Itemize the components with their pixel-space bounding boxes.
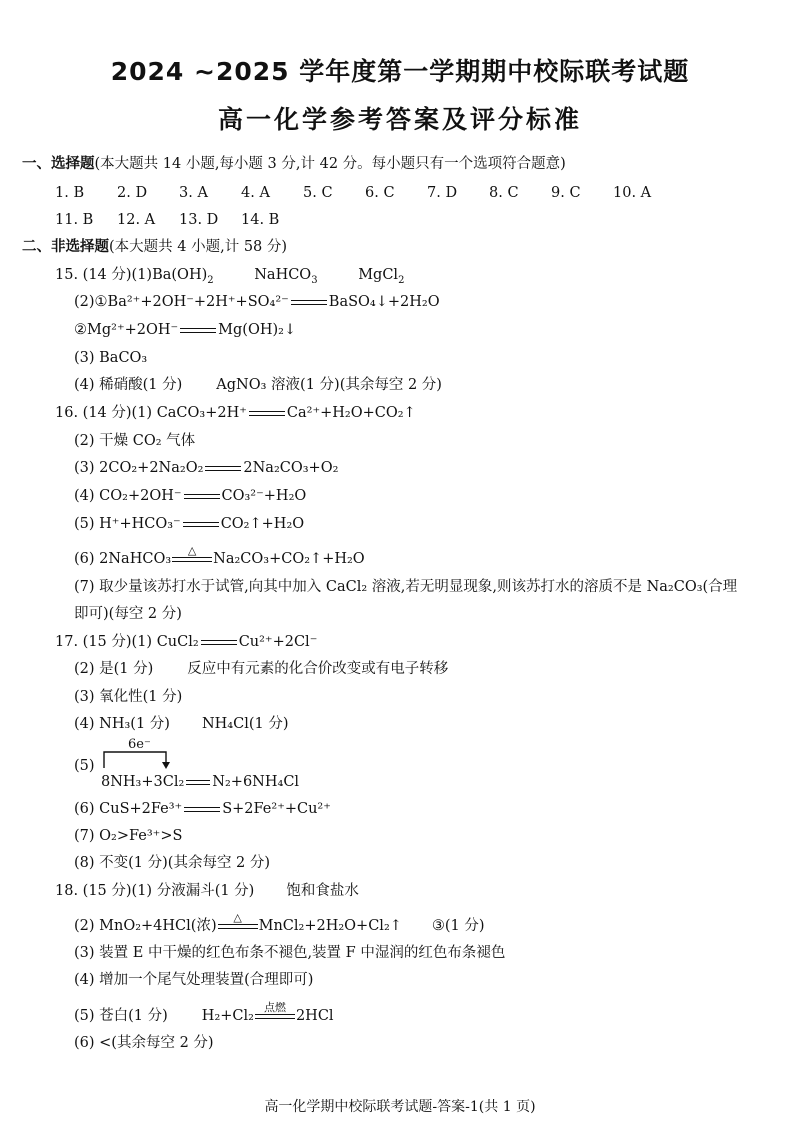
q17-p2-b: 反应中有元素的化合价改变或有电子转移 [187,661,449,677]
page-footer: 高一化学期中校际联考试题-答案-1(共 1 页) [264,1099,536,1115]
equals-sign [249,411,285,416]
q18-part6: (6) <(其余每空 2 分) [74,1035,214,1051]
mcq-answer: 8. C [489,185,519,201]
q17-p4-b: NH₄Cl(1 分) [201,716,289,732]
equation-right: Mg(OH)₂↓ [218,322,297,338]
equals-sign [201,640,237,645]
subscript: 2 [398,274,405,286]
q16-number: 16. (14 分) [55,405,132,421]
q15-part2-eq1 [74,292,440,312]
q16-part2: (2) 干燥 CO₂ 气体 [74,433,196,449]
equation-left: ②Mg²⁺+2OH⁻ [74,322,179,338]
mcq-answer: 3. A [179,185,208,201]
mcq-answer: 2. D [117,185,148,201]
subscript: 2 [207,274,214,286]
equation-left: (1) CuCl₂ [131,634,199,650]
equation-left: (6) CuS+2Fe³⁺ [74,801,183,817]
q15-p4-b: AgNO₃ 溶液(1 分)(其余每空 2 分) [216,377,442,393]
mcq-answer: 10. A [613,185,652,201]
heat-symbol: △ [233,911,242,924]
q18-part2 [74,911,485,936]
q15-p4-a: (4) 稀硝酸(1 分) [74,377,183,393]
q17-part2 [74,659,448,679]
equation-left: (6) 2NaHCO₃ [74,551,172,567]
mcq-answer: 9. C [551,185,581,201]
mcq-answer: 6. C [365,185,395,201]
q16-part7-line1: (7) 取少量该苏打水于试管,向其中加入 CaCl₂ 溶液,若无明显现象,则该苏打水的溶质不是 Na₂CO₃(合理 [74,579,738,595]
equation-left: (3) 2CO₂+2Na₂O₂ [74,460,204,476]
q15-part4 [74,375,442,395]
q15-p1-c: MgCl [358,267,399,283]
equation-right: Na₂CO₃+CO₂↑+H₂O [213,551,365,567]
q18-p5-a: (5) 苍白(1 分) [74,1008,168,1024]
part2-desc: (本大题共 4 小题,计 58 分) [109,239,288,255]
q15-p1-a: Ba(OH) [152,267,208,283]
q16-part6 [74,544,365,569]
equation-left: (4) CO₂+2OH⁻ [74,488,182,504]
mcq-answer: 4. A [241,185,270,201]
mcq-answer: 7. D [427,185,458,201]
equation-right: Cu²⁺+2Cl⁻ [238,634,318,650]
equals-sign [291,300,327,305]
equation-right: CO₂↑+H₂O [220,516,305,532]
q17-part3: (3) 氧化性(1 分) [74,689,183,705]
part2-line [22,237,287,257]
q15-p1-label: (1) [131,267,153,283]
mcq-row-1 [55,183,675,203]
equation-right: S+2Fe²⁺+Cu²⁺ [222,801,331,817]
equation-left: Ba²⁺+2OH⁻+2H⁺+SO₄²⁻ [107,294,289,310]
q17-part1 [55,632,317,652]
document-title: 2024 ~2025 学年度第一学期期中校际联考试题 [110,57,690,86]
q15-p2-label: (2)① [74,294,108,310]
q17-p2-a: (2) 是(1 分) [74,661,154,677]
q15-part1 [55,265,404,285]
equation-right: BaSO₄↓+2H₂O [328,294,440,310]
part1-line [22,154,566,174]
q18-part4: (4) 增加一个尾气处理装置(合理即可) [74,972,314,988]
mcq-answer: 5. C [303,185,333,201]
q18-p2-b: ③(1 分) [431,918,485,934]
equals-sign [184,494,220,499]
equals-sign [180,328,216,333]
q18-part5 [74,1001,334,1026]
q17-number: 17. (15 分) [55,634,132,650]
reaction-condition [172,544,212,566]
equation-left: (2) MnO₂+4HCl(浓) [74,918,217,934]
mcq-answer: 12. A [117,212,156,228]
equation-right: 2HCl [295,1008,334,1024]
equals-sign [205,466,241,471]
ignition-label: 点燃 [263,1001,286,1014]
q17-part8: (8) 不变(1 分)(其余每空 2 分) [74,855,271,871]
q17-p4-a: (4) NH₃(1 分) [74,716,170,732]
mcq-answer: 14. B [241,212,280,228]
q17-part6 [74,799,331,819]
part2-heading: 二、非选择题 [22,239,109,255]
q18-p1-a: (1) 分液漏斗(1 分) [131,883,255,899]
mcq-answer: 13. D [179,212,219,228]
q18-part3: (3) 装置 E 中干燥的红色布条不褪色,装置 F 中湿润的红色布条褪色 [74,945,506,961]
subscript: 3 [311,274,318,286]
electron-count: 6e⁻ [128,737,151,752]
equation-left: (5) H⁺+HCO₃⁻ [74,516,181,532]
mcq-answer: 1. B [55,185,85,201]
reaction-condition [218,911,258,933]
heat-symbol: △ [187,544,197,557]
q16-part1 [55,403,416,423]
q18-part1 [55,881,359,901]
q17-part7: (7) O₂>Fe³⁺>S [74,828,183,844]
q15-part2-eq2 [74,320,296,340]
equation-left: H₂+Cl₂ [201,1008,254,1024]
equation-right: Ca²⁺+H₂O+CO₂↑ [286,405,416,421]
q16-part5 [74,514,304,534]
q16-part4 [74,486,306,506]
equals-sign [183,522,219,527]
mcq-row-2 [55,210,303,230]
equals-sign [184,807,220,812]
q16-part3 [74,458,338,478]
q17-part5-label: (5) [74,758,95,774]
part1-desc: (本大题共 14 小题,每小题 3 分,计 42 分。每小题只有一个选项符合题意) [94,156,566,172]
q15-number: 15. (14 分) [55,267,132,283]
q17-part4 [74,714,288,734]
reaction-condition [255,1001,295,1023]
equation-left: 8NH₃+3Cl₂ [101,774,185,790]
q15-part3: (3) BaCO₃ [74,350,148,366]
equals-sign [186,780,210,785]
mcq-answer: 11. B [55,212,94,228]
q16-part7-line2: 即可)(每空 2 分) [74,606,182,622]
equation-left: (1) CaCO₃+2H⁺ [131,405,247,421]
document-subtitle: 高一化学参考答案及评分标准 [217,105,582,134]
q17-part5-eq [101,772,299,792]
equation-right: MnCl₂+2H₂O+Cl₂↑ [258,918,402,934]
q15-p1-b: NaHCO [254,267,312,283]
q18-p1-b: 饱和食盐水 [286,883,359,899]
equation-right: CO₃²⁻+H₂O [221,488,307,504]
q18-number: 18. (15 分) [55,883,132,899]
equation-right: 2Na₂CO₃+O₂ [243,460,339,476]
part1-heading: 一、选择题 [22,156,95,172]
equation-right: N₂+6NH₄Cl [212,774,300,790]
